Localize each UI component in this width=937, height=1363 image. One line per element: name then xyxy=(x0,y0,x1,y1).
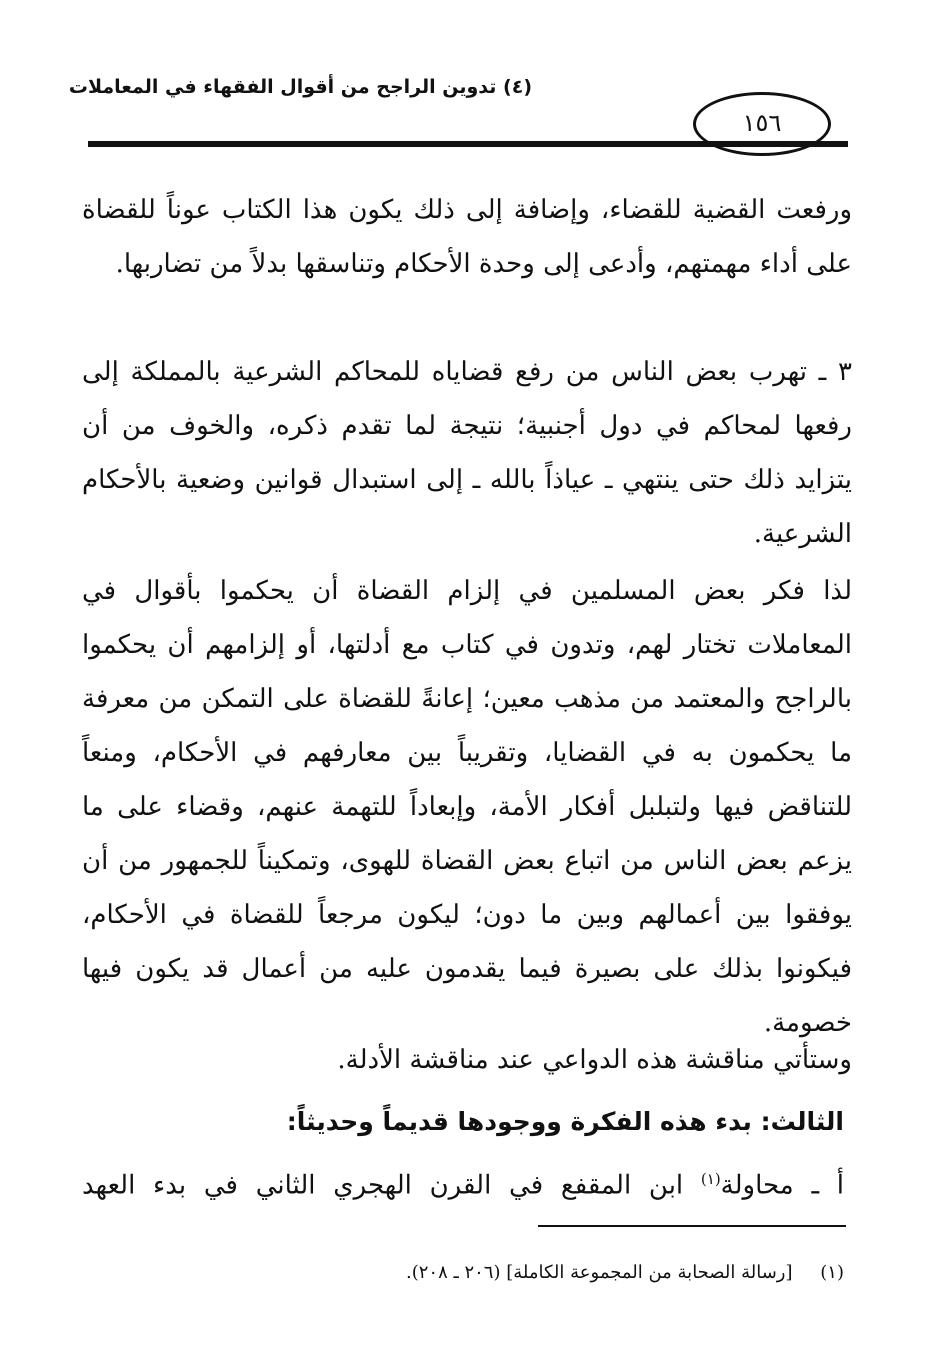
paragraph-discussion-note: وستأتي مناقشة هذه الدواعي عند مناقشة الأدلة. xyxy=(337,1045,852,1075)
page-number: ١٥٦ xyxy=(742,109,782,137)
footnote xyxy=(300,1262,844,1283)
footnote-text: [رسالة الصحابة من المجموعة الكاملة] (٢٠٦ ـ ٢٠٨). xyxy=(405,1262,793,1283)
list-item-a-start: أ ـ محاولة xyxy=(720,1170,845,1201)
list-item-a-end: ابن المقفع في القرن الهجري الثاني في بدء العهد xyxy=(82,1170,701,1201)
section-heading: الثالث: بدء هذه الفكرة ووجودها قديماً وحديثاً: xyxy=(286,1107,844,1136)
running-header: (٤) تدوين الراجح من أقوال الفقهاء في المعاملات xyxy=(68,76,532,98)
list-item-a xyxy=(82,1152,844,1213)
footnote-number: (١) xyxy=(820,1262,844,1283)
header-rule xyxy=(88,141,848,147)
paragraph-continuation: ورفعت القضية للقضاء، وإضافة إلى ذلك يكون هذا الكتاب عوناً للقضاة على أداء مهمتهم، وأدعى إلى وحدة الأحكام وتناسقها بدلاً من تضاربها. xyxy=(82,195,852,279)
list-item-3: ٣ ـ تهرب بعض الناس من رفع قضاياه للمحاكم الشرعية بالمملكة إلى رفعها لمحاكم في دول أجنبية؛ نتيجة لما تقدم ذكره، والخوف من أن يتزايد ذلك حتى ينتهي ـ عياذاً بالله ـ إلى استبدال قوانين وضعية بالأحكام الشرعية. xyxy=(82,357,852,549)
footnote-reference[interactable]: (١) xyxy=(700,1170,721,1188)
paragraph-motives: لذا فكر بعض المسلمين في إلزام القضاة أن يحكموا بأقوال في المعاملات تختار لهم، وتدون في كتاب مع أدلتها، أو إلزامهم أن يحكموا بالراجح والمعتمد من مذهب معين؛ إعانةً للقضاة على التمكن من معرفة ما يحكمون به في القضايا، وتقريباً بين معارفهم في الأحكام، ومنعاً للتناقض فيها ولتبلبل أفكار الأمة، وإبعاداً للتهمة عنهم، وقضاء على ما يزعم بعض الناس من اتباع بعض القضاة للهوى، وتمكيناً للجمهور من أن يوفقوا بين أعمالهم وبين ما دون؛ ليكون مرجعاً للقضاة في الأحكام، فيكونوا بذلك على بصيرة فيما يقدمون عليه من أعمال قد يكون فيها خصومة. xyxy=(82,576,852,1038)
footnote-separator xyxy=(538,1225,846,1227)
